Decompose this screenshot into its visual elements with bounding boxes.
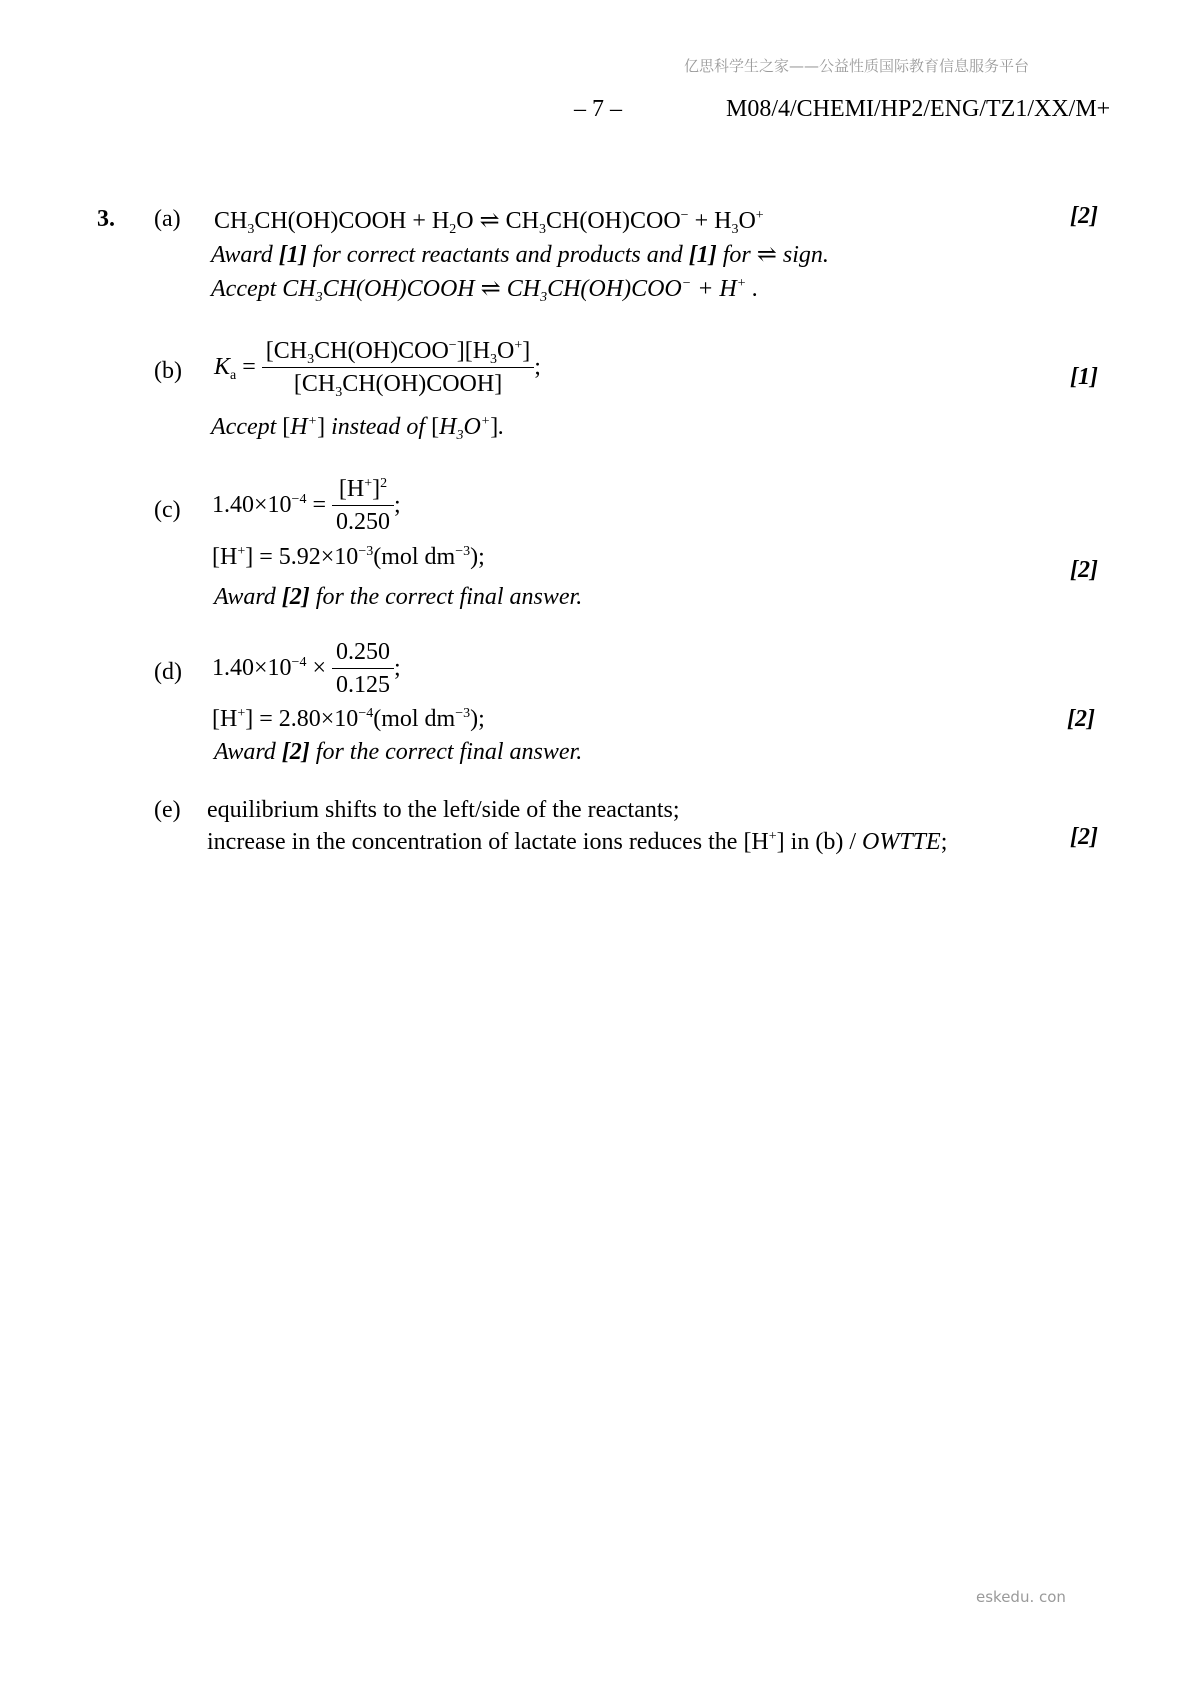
watermark-top: 亿思科学生之家——公益性质国际教育信息服务平台 — [684, 57, 1030, 75]
part-a-equation: $CH_3CH(OH)COOH + H_2O$ ⇌ $CH_3CH(OH)COO^- + H_3O^+$ — [214, 208, 764, 237]
part-b-label: (b) — [154, 358, 182, 384]
part-b-accept-note: Accept [H+] instead of $[H_3O^+]$. — [211, 414, 505, 443]
part-d-equation: $1.40\times 10^{-4}$ × $\frac{0.250}{0.125}$ ; — [212, 639, 401, 698]
question-number: 3. — [97, 206, 115, 232]
part-b-marks: [1] — [1070, 364, 1098, 390]
part-e-line1: equilibrium shifts to the left/side of the reactants; — [207, 797, 680, 823]
part-a-label: (a) — [154, 206, 181, 232]
part-c-result: $[H^+] = 5.92\times 10^{-3}(mol$ $dm^{-3}$); — [212, 544, 485, 570]
part-d-award-note: Award [2] for the correct final answer. — [214, 739, 583, 765]
part-d-marks: [2] — [1067, 706, 1095, 732]
part-c-label: (c) — [154, 497, 181, 523]
part-c-equation: $1.40\times 10^{-4}$ = $\frac{[H^+]^2}{0.250}$ ; — [212, 476, 401, 535]
paper-code: M08/4/CHEMI/HP2/ENG/TZ1/XX/M+ — [726, 96, 1111, 122]
part-a-award-note: Award [1] for correct reactants and products and [1] for ⇌ sign. — [211, 242, 829, 268]
part-a-accept-note: Accept $CH_3CH(OH)COOH$ ⇌ $CH_3CH(OH)COO^- + H^+$ . — [211, 276, 759, 305]
part-e-line2: increase in the concentration of lactate ions reduces the [H+] in (b) / OWTTE; — [207, 829, 948, 855]
part-c-award-note: Award [2] for the correct final answer. — [214, 584, 583, 610]
watermark-bottom: eskedu. con — [976, 1588, 1066, 1606]
part-d-label: (d) — [154, 659, 182, 685]
part-e-marks: [2] — [1070, 824, 1098, 850]
part-a-marks: [2] — [1070, 203, 1098, 229]
part-d-result: $[H^+] = 2.80\times 10^{-4}(mol$ $dm^{-3}$); — [212, 706, 485, 732]
part-c-marks: [2] — [1070, 557, 1098, 583]
part-b-ka-expression: $K_a$ = $\frac{[CH_3CH(OH)COO^-][H_3O^+]}{[CH_3CH(OH)COOH]}$ ; — [214, 338, 541, 400]
part-e-label: (e) — [154, 797, 181, 823]
page-number: – 7 – — [574, 96, 622, 122]
